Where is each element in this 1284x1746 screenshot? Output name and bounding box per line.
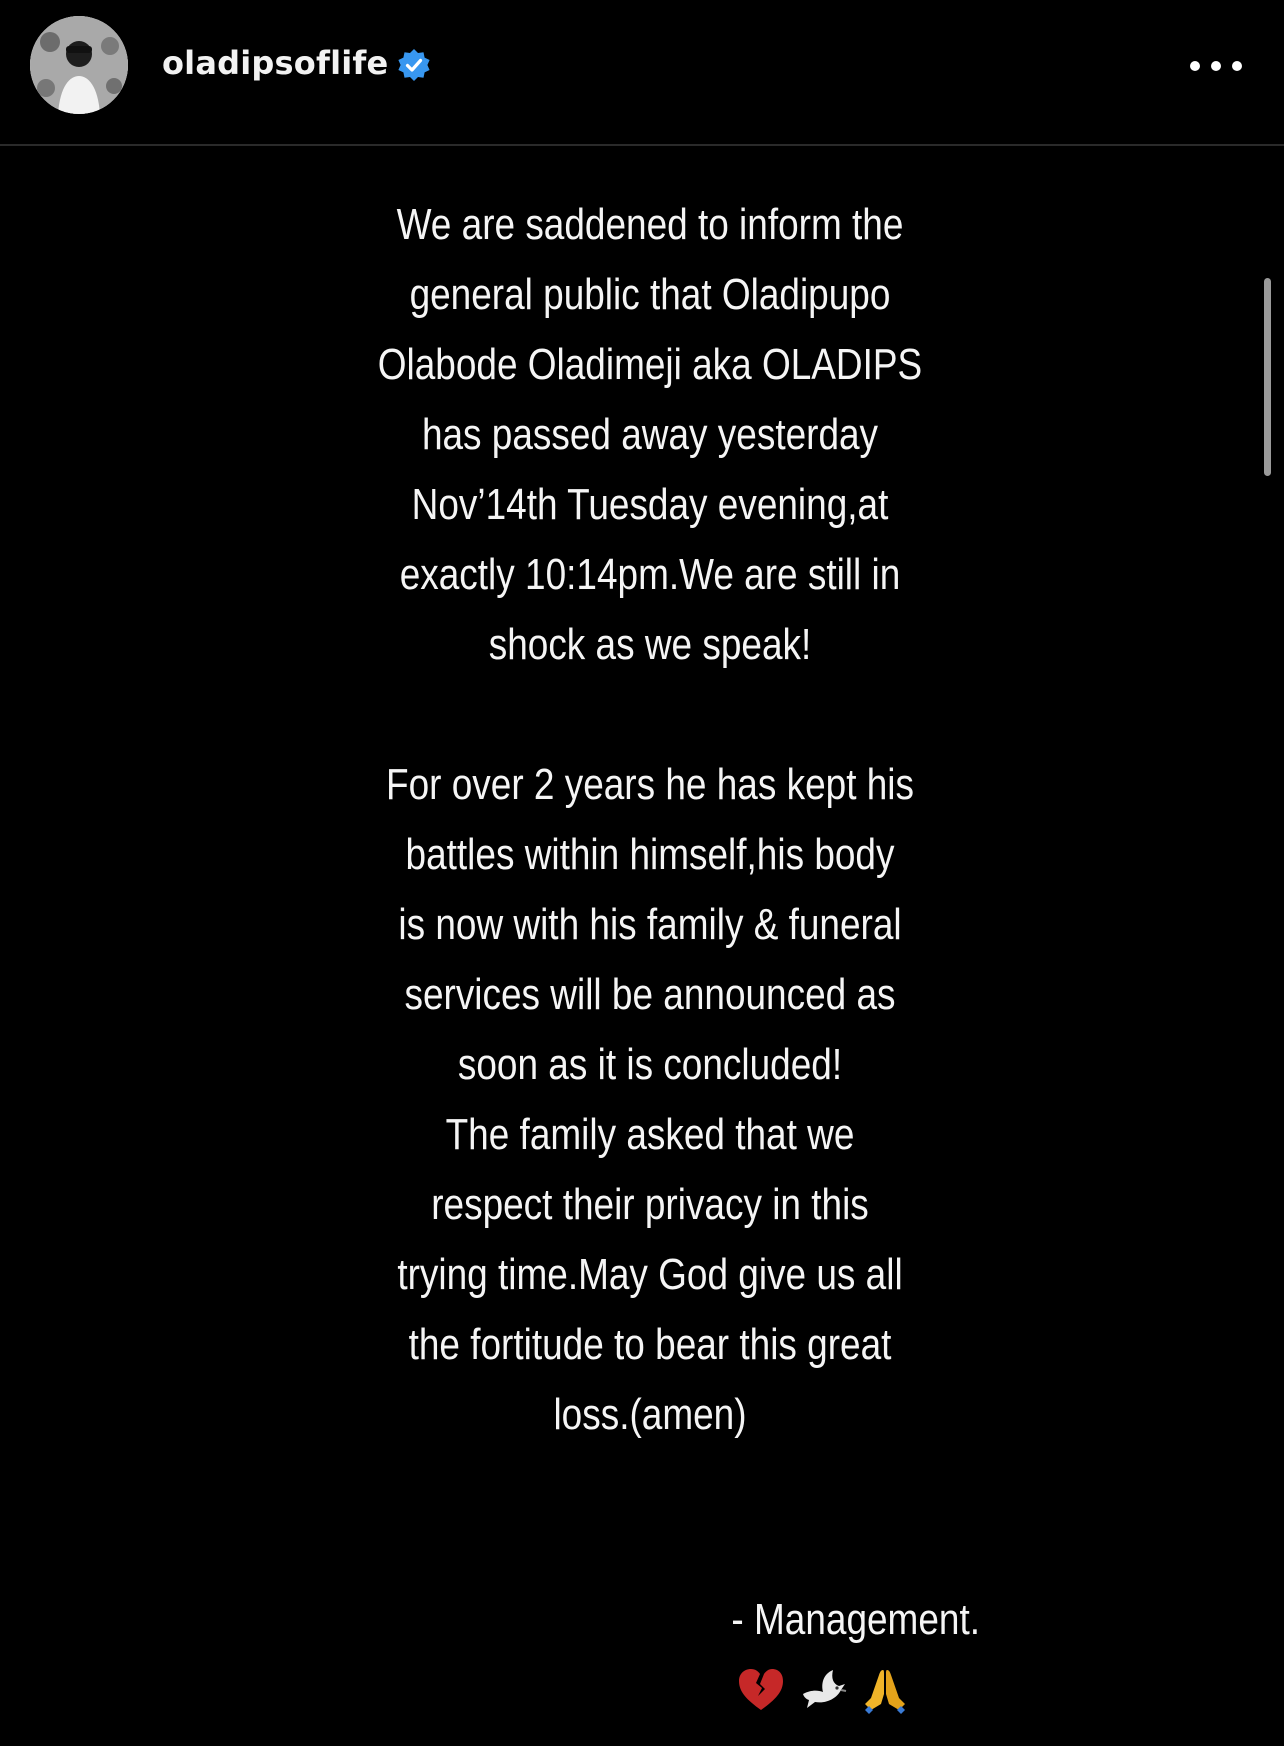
post-paragraph-1: We are saddened to inform the general public that Oladipupo Olabode Oladimeji aka OLADIPS has passed away yesterday Nov’14th Tuesday evening,at exactly 10:14pm.We are still in shock as we speak! — [377, 200, 923, 669]
post-body — [250, 190, 1050, 1450]
dove-icon — [797, 1664, 849, 1716]
verified-badge-icon — [397, 48, 431, 82]
avatar-photo-icon — [30, 16, 128, 114]
broken-heart-icon — [735, 1664, 787, 1716]
post-paragraph-2: For over 2 years he has kept his battles within himself,his body is now with his family & funeral services will be announced as soon as it is concluded! The family asked that we respect their privacy in this trying time.May God give us all the fortitude to bear this great loss.(amen) — [386, 760, 914, 1439]
post-header — [0, 0, 1284, 146]
more-options-icon[interactable] — [1190, 52, 1242, 80]
profile-avatar[interactable] — [30, 16, 128, 114]
dot — [1211, 61, 1221, 71]
signature: - Management. — [731, 1595, 980, 1644]
scrollbar-thumb[interactable] — [1264, 278, 1271, 476]
praying-hands-icon — [859, 1664, 911, 1716]
dot — [1190, 61, 1200, 71]
username[interactable]: oladipsoflife — [162, 44, 389, 82]
emoji-row — [735, 1662, 915, 1718]
dot — [1232, 61, 1242, 71]
